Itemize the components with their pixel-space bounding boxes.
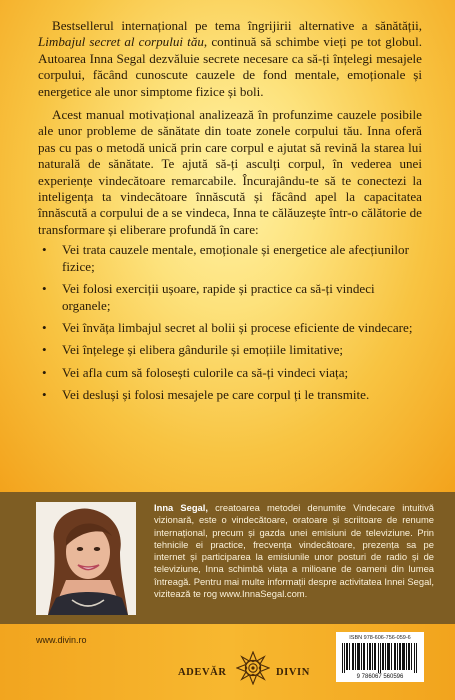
publisher-name-right: DIVIN — [276, 667, 310, 678]
author-name: Inna Segal, — [154, 502, 208, 513]
author-bio-text: creatoarea metodei denumite Vindecare intuitivă vizionară, este o vindecătoare, oratoare și scriitoare de renume internațional, precum și gazda unei emisiuni de televiziune. Prin tehnicile ei practice, frecvența vindecătoare, prezența sa pe internet și participarea la emisiunile unor posturi de radio și de televiziune, Inna schimbă viața a milioane de oameni din lumea întreagă. Pentru mai multe informații despre activitatea Innei Segal, vizitează te rog www.InnaSegal.com. — [154, 502, 434, 599]
paragraph-1-intro: Bestsellerul internațional pe tema îngrijirii alternative a sănătății, — [52, 18, 422, 33]
list-item — [38, 365, 422, 381]
author-band — [0, 492, 455, 624]
barcode-icon — [340, 643, 420, 679]
blurb-paragraph-1 — [38, 18, 422, 100]
bullet-icon: • — [42, 242, 47, 258]
list-item-text: Vei înțelege și elibera gândurile și emoțiile limitative; — [62, 342, 344, 358]
author-bio — [154, 502, 434, 600]
list-item-text: Vei învăța limbajul secret al bolii și procese eficiente de vindecare; — [62, 319, 413, 335]
list-item — [38, 281, 422, 314]
barcode-digits: 9 786067 560596 — [356, 674, 404, 679]
bullet-icon: • — [42, 387, 47, 403]
list-item-text: Vei afla cum să folosești culorile ca să-ți vindeci viața; — [62, 364, 349, 380]
list-item-text: Vei desluși și folosi mesajele pe care corpul ți le transmite. — [62, 387, 370, 403]
isbn-label: ISBN 978-606-756-059-6 — [349, 635, 411, 641]
back-cover-footer — [0, 492, 455, 700]
mandala-logo-icon — [236, 651, 270, 685]
list-item — [38, 387, 422, 403]
blurb-text — [38, 18, 422, 410]
author-portrait-icon — [36, 502, 136, 615]
bullet-icon: • — [42, 281, 47, 297]
list-item-text: Vei folosi exerciții ușoare, rapide și practice ca să-ți vindeci organele; — [62, 281, 375, 313]
bullet-icon: • — [42, 319, 47, 335]
list-item — [38, 320, 422, 336]
bullet-icon: • — [42, 364, 47, 380]
list-item — [38, 342, 422, 358]
publisher-website[interactable]: www.divin.ro — [36, 635, 87, 645]
author-photo — [36, 502, 136, 615]
paragraph-1-rest: , continuă să schimbe vieți pe tot globul. Autoarea Inna Segal dezvăluie secrete necesare ca să-ți înțelegi mesajele corpului, făcând cunoscute cauzele de fond mentale, emoționale și energetice ale unor simptome fizice și boli. — [38, 34, 422, 99]
blurb-paragraph-2: Acest manual motivațional analizează în profunzime cauzele posibile ale unor probleme de sănătate din toate zonele corpului tău. Inna oferă pas cu pas o metodă unică prin care corpul e ajutat să revină la starea lui naturală de sănătate. Te ajută să-ți asculți corpul, în vederea unei experiențe vindecătoare remarcabile. Încurajându-te să te conectezi la inteligența ta vindecătoare înnăscută și făcând apel la capacitatea înnăscută a corpului de a se vindeca, Inna te călăuzește într-o călătorie de transformare și eliberare profundă în care: — [38, 107, 422, 237]
barcode — [336, 632, 424, 682]
list-item — [38, 242, 422, 275]
list-item-text: Vei trata cauzele mentale, emoționale și energetice ale afecțiunilor fizice; — [62, 242, 409, 274]
book-title-italic: Limbajul secret al corpului tău — [38, 34, 204, 50]
benefits-list — [38, 242, 422, 403]
publisher-name-left: ADEVĂR — [178, 667, 227, 678]
bullet-icon: • — [42, 342, 47, 358]
publisher-logo — [178, 657, 318, 689]
